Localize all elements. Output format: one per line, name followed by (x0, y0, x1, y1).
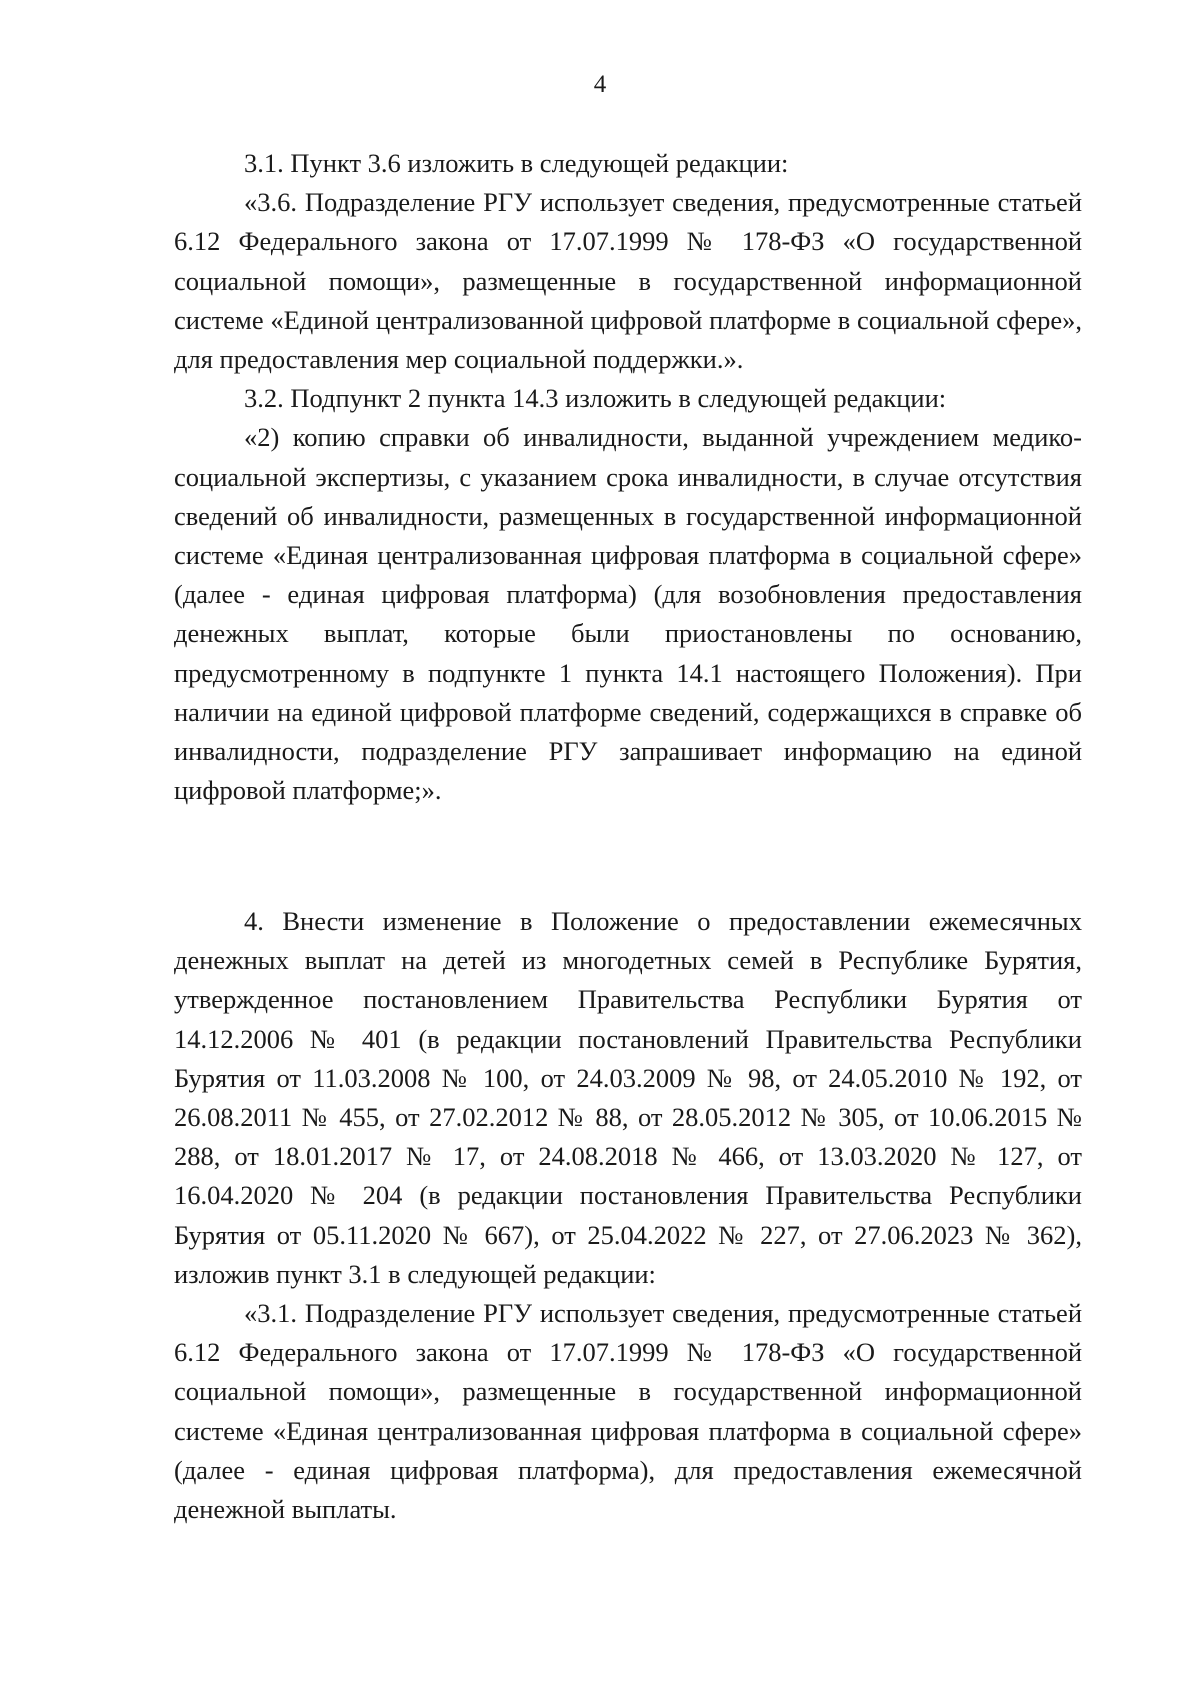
section-3-amendments (174, 144, 1082, 810)
paragraph-subitem-2-text: «2) копию справки об инвалидности, выданной учреждением медико-социальной экспертизы, с указанием срока инвалидности, в случае отсутствия сведений об инвалидности, размещенных в государственной информационной системе «Единая централизованная цифровая платформа в социальной сфере» (далее - единая цифровая платформа) (для возобновления предоставления денежных выплат, которые были приостановлены по основанию, предусмотренному в подпункте 1 пункта 14.1 настоящего Положения). При наличии на единой цифровой платформе сведений, содержащихся в справке об инвалидности, подразделение РГУ запрашивает информацию на единой цифровой платформе;». (174, 422, 1082, 806)
paragraph-4-intro: 4. Внести изменение в Положение о предоставлении ежемесячных денежных выплат на детей из многодетных семей в Республике Бурятия, утвержденное постановлением Правительства Республики Бурятия от 14.12.2006 № 401 (в редакции постановлений Правительства Республики Бурятия от 11.03.2008 № 100, от 24.03.2009 № 98, от 24.05.2010 № 192, от 26.08.2011 № 455, от 27.02.2012 № 88, от 28.05.2012 № 305, от 10.06.2015 № 288, от 18.01.2017 № 17, от 24.08.2018 № 466, от 13.03.2020 № 127, от 16.04.2020 № 204 (в редакции постановления Правительства Республики Бурятия от 05.11.2020 № 667), от 25.04.2022 № 227, от 27.06.2023 № 362), изложив пункт 3.1 в следующей редакции: (174, 906, 1082, 1289)
paragraph-3-1-new-text: «3.1. Подразделение РГУ использует сведения, предусмотренные статьей 6.12 Федерального закона от 17.07.1999 № 178-ФЗ «О государственной социальной помощи», размещенные в государственной информационной системе «Единая централизованная цифровая платформа в социальной сфере» (далее - единая цифровая платформа), для предоставления ежемесячной денежной выплаты. (174, 1298, 1082, 1525)
section-4-amendments (174, 902, 1082, 1529)
paragraph-3-6-text: «3.6. Подразделение РГУ использует сведения, предусмотренные статьей 6.12 Федерального закона от 17.07.1999 № 178-ФЗ «О государственной социальной помощи», размещенные в государственной информационной системе «Единой централизованной цифровой платформе в социальной сфере», для предоставления мер социальной поддержки.». (174, 187, 1082, 375)
paragraph-3-1-heading: 3.1. Пункт 3.6 изложить в следующей редакции: (244, 148, 789, 178)
page-number: 4 (593, 71, 607, 98)
paragraph-3-2-heading: 3.2. Подпункт 2 пункта 14.3 изложить в следующей редакции: (244, 383, 947, 414)
